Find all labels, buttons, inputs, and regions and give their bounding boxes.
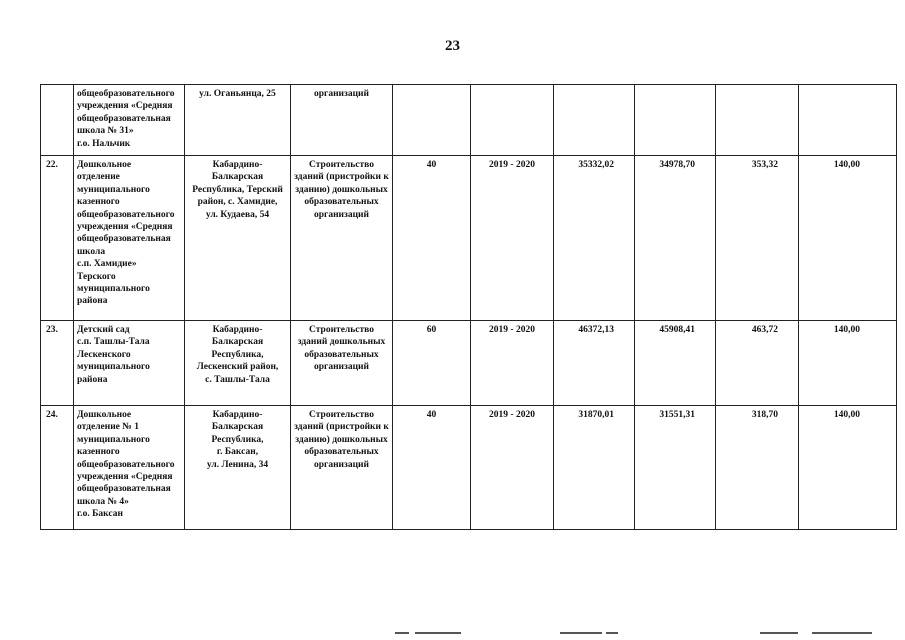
- institution-name: Детский сад с.п. Ташлы-Тала Лескенского муниципального района: [74, 321, 185, 406]
- capacity: 60: [393, 321, 471, 406]
- row-number: [41, 85, 74, 156]
- total-amount: 31870,01: [554, 406, 635, 530]
- institution-name: Дошкольное отделение муниципального казенного общеобразовательного учреждения «Средняя общеобразовательная школа с.п. Хамидие» Терского муниципального района: [74, 156, 185, 321]
- regional-amount: [716, 85, 799, 156]
- work-type: организаций: [291, 85, 393, 156]
- federal-amount: 34978,70: [635, 156, 716, 321]
- address: Кабардино- Балкарская Республика, Лескенский район, с. Ташлы-Тала: [185, 321, 291, 406]
- unit-cost: 140,00: [799, 406, 897, 530]
- period: 2019 - 2020: [471, 156, 554, 321]
- institution-name: Дошкольное отделение № 1 муниципального казенного общеобразовательного учреждения «Средняя общеобразовательная школа № 4» г.о. Баксан: [74, 406, 185, 530]
- regional-amount: 353,32: [716, 156, 799, 321]
- table-row: [41, 156, 897, 321]
- scan-line: [812, 632, 872, 634]
- federal-amount: 45908,41: [635, 321, 716, 406]
- table-row: [41, 85, 897, 156]
- unit-cost: 140,00: [799, 321, 897, 406]
- total-amount: 46372,13: [554, 321, 635, 406]
- scan-line: [760, 632, 798, 634]
- table-row: [41, 406, 897, 530]
- scan-artifact-lines: [0, 632, 905, 636]
- total-amount: 35332,02: [554, 156, 635, 321]
- work-type: Строительство зданий (пристройки к зданию) дошкольных образовательных организаций: [291, 406, 393, 530]
- work-type: Строительство зданий (пристройки к зданию) дошкольных образовательных организаций: [291, 156, 393, 321]
- scan-line: [560, 632, 602, 634]
- page-number: 23: [445, 38, 460, 54]
- regional-amount: 318,70: [716, 406, 799, 530]
- capacity: 40: [393, 406, 471, 530]
- unit-cost: [799, 85, 897, 156]
- scan-line: [606, 632, 618, 634]
- scan-line: [395, 632, 409, 634]
- row-number: 23.: [41, 321, 74, 406]
- capacity: [393, 85, 471, 156]
- federal-amount: [635, 85, 716, 156]
- federal-amount: 31551,31: [635, 406, 716, 530]
- work-type: Строительство зданий дошкольных образовательных организаций: [291, 321, 393, 406]
- address: Кабардино- Балкарская Республика, г. Баксан, ул. Ленина, 34: [185, 406, 291, 530]
- scan-line: [415, 632, 461, 634]
- address: ул. Оганьянца, 25: [185, 85, 291, 156]
- institution-name: общеобразовательного учреждения «Средняя общеобразовательная школа № 31» г.о. Нальчик: [74, 85, 185, 156]
- unit-cost: 140,00: [799, 156, 897, 321]
- address: Кабардино- Балкарская Республика, Терский район, с. Хамидие, ул. Кудаева, 54: [185, 156, 291, 321]
- regional-amount: 463,72: [716, 321, 799, 406]
- objects-table: [40, 84, 897, 530]
- period: [471, 85, 554, 156]
- period: 2019 - 2020: [471, 321, 554, 406]
- table-row: [41, 321, 897, 406]
- total-amount: [554, 85, 635, 156]
- period: 2019 - 2020: [471, 406, 554, 530]
- row-number: 22.: [41, 156, 74, 321]
- capacity: 40: [393, 156, 471, 321]
- row-number: 24.: [41, 406, 74, 530]
